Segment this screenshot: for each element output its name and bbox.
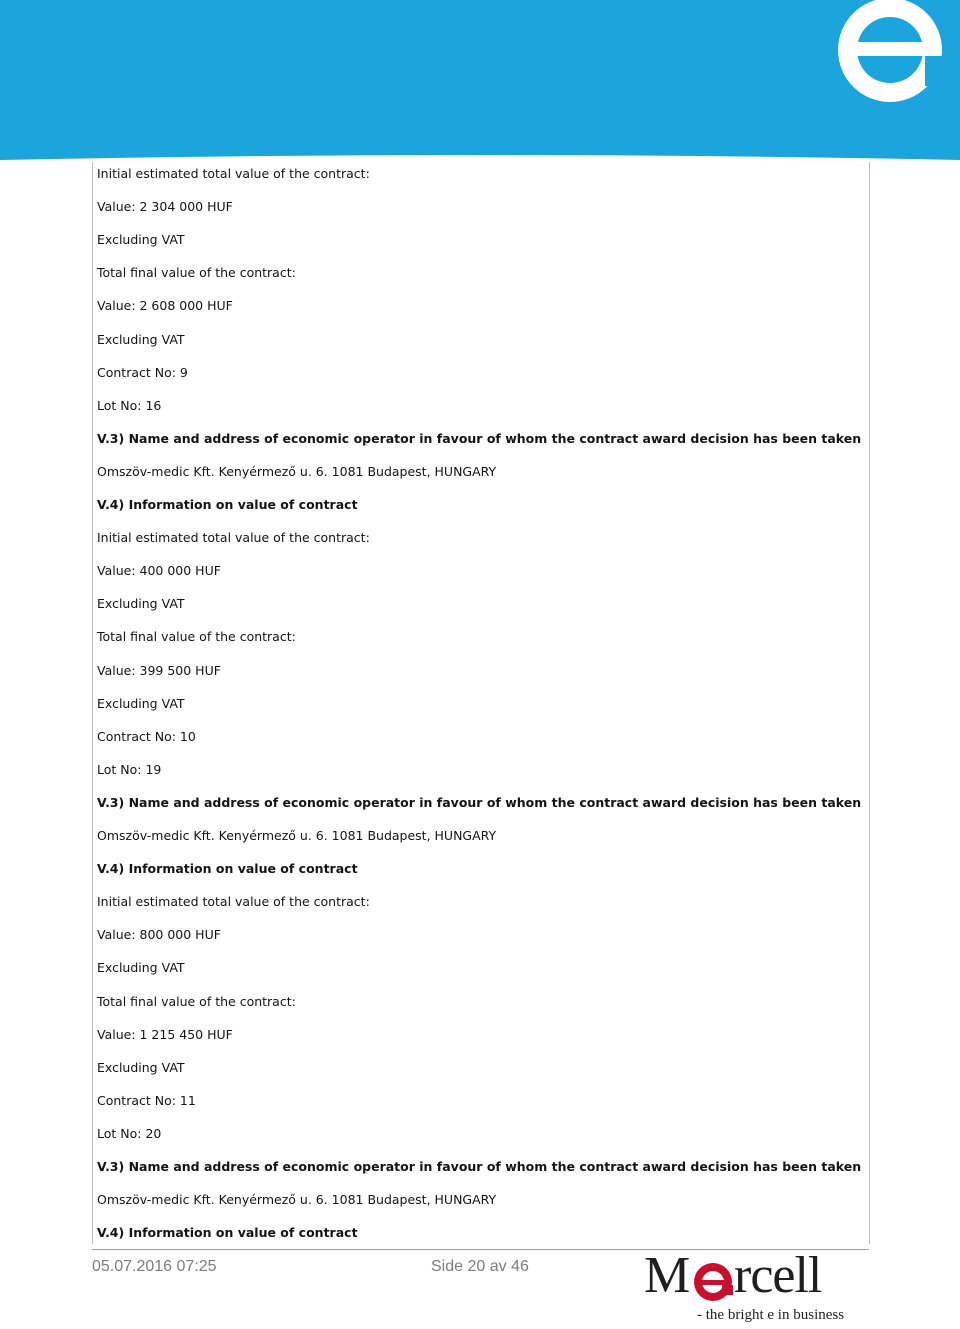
text-line: Total final value of the contract:	[97, 993, 296, 1009]
text-line: Initial estimated total value of the contract:	[97, 166, 370, 181]
text-line: Excluding VAT	[97, 232, 185, 248]
text-line: Omszöv-medic Kft. Kenyérmező u. 6. 1081 Budapest, HUNGARY	[97, 1192, 497, 1208]
text-line: Initial estimated total value of the contract:	[97, 530, 370, 546]
text-line: Value: 800 000 HUF	[97, 927, 221, 943]
footer-timestamp: 05.07.2016 07:25	[92, 1258, 217, 1275]
text-line: Contract No: 11	[97, 1092, 196, 1108]
text-line: Value: 399 500 HUF	[97, 662, 221, 678]
text-line: Omszöv-medic Kft. Kenyérmező u. 6. 1081 Budapest, HUNGARY	[97, 828, 497, 843]
logo-tagline: - the bright e in business	[697, 1307, 845, 1323]
logo-e-icon	[693, 1262, 733, 1302]
text-line: Value: 2 608 000 HUF	[97, 298, 233, 314]
section-heading: V.3) Name and address of economic operator in favour of whom the contract award decision has been taken	[97, 794, 862, 810]
text-line: Excluding VAT	[97, 695, 185, 711]
text-line: Omszöv-medic Kft. Kenyérmező u. 6. 1081 Budapest, HUNGARY	[97, 463, 497, 479]
logo-text-rcell: rcell	[734, 1247, 822, 1304]
text-line: Contract No: 9	[97, 364, 188, 380]
text-line: Excluding VAT	[97, 331, 185, 347]
page-number: Side 20 av 46	[431, 1258, 529, 1275]
document-content	[92, 162, 870, 1244]
section-heading: V.3) Name and address of economic operator in favour of whom the contract award decision has been taken	[97, 1159, 862, 1174]
company-logo	[644, 1247, 844, 1304]
text-line: Lot No: 19	[97, 761, 162, 777]
text-line: Excluding VAT	[97, 1059, 185, 1075]
section-heading: V.4) Information on value of contract	[97, 1225, 358, 1241]
section-heading: V.3) Name and address of economic operator in favour of whom the contract award decision has been taken	[97, 430, 862, 446]
text-line: Excluding VAT	[97, 960, 185, 976]
text-line: Value: 1 215 450 HUF	[97, 1026, 233, 1042]
section-heading: V.4) Information on value of contract	[97, 861, 358, 877]
text-line: Initial estimated total value of the contract:	[97, 894, 370, 910]
text-line: Lot No: 20	[97, 1125, 162, 1141]
header-banner	[0, 0, 960, 165]
text-line: Excluding VAT	[97, 596, 185, 612]
text-line: Total final value of the contract:	[97, 629, 296, 645]
text-line: Value: 400 000 HUF	[97, 563, 221, 579]
text-line: Contract No: 10	[97, 728, 196, 744]
section-heading: V.4) Information on value of contract	[97, 497, 358, 512]
logo-letter-m: M	[644, 1247, 691, 1304]
text-line: Value: 2 304 000 HUF	[97, 199, 233, 215]
text-line: Total final value of the contract:	[97, 265, 296, 281]
text-line: Lot No: 16	[97, 397, 162, 413]
